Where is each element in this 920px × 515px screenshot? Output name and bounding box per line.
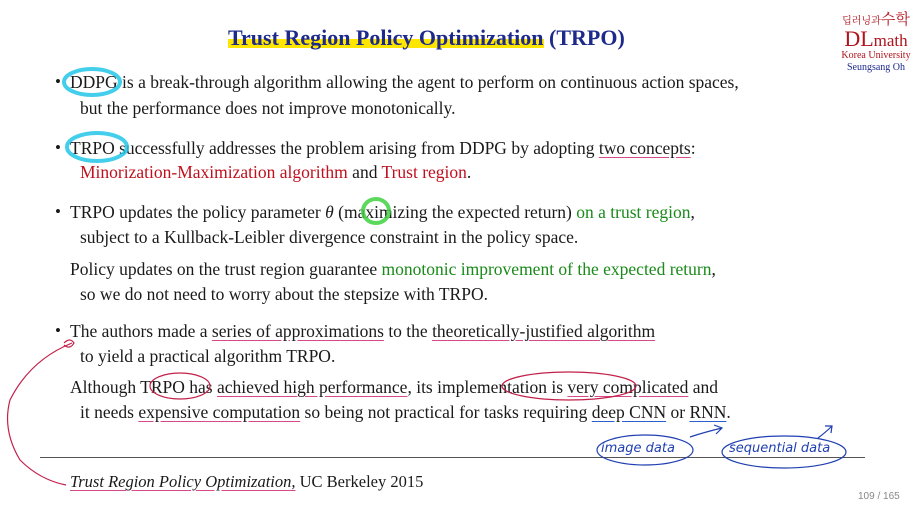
bullet-1-line-1: DDPG is a break-through algorithm allowing the agent to perform on continuous action spaces, (70, 72, 739, 92)
arrow-to-rnn-head (825, 426, 832, 433)
left-bracket-curve (8, 343, 72, 485)
arrow-to-cnn (690, 428, 722, 437)
bullet-marker: • (55, 202, 61, 221)
logo-university: Korea University (841, 50, 911, 61)
annotation-image-data: image data (601, 441, 675, 456)
bullet-2-line-1: TRPO successfully addresses the problem arising from DDPG by adopting two concepts: (70, 138, 696, 158)
title-suffix: (TRPO) (549, 25, 625, 50)
arrow-to-cnn-head (714, 425, 722, 434)
reference-source: UC Berkeley 2015 (299, 472, 424, 491)
bullet-3-line-4: so we do not need to worry about the stepsize with TRPO. (80, 284, 488, 304)
bullet-marker: • (55, 321, 61, 340)
logo-dlmath: DLmath (844, 26, 908, 51)
logo-korean: 딥러닝과수학 (842, 10, 910, 28)
bullet-4-line-4: it needs expensive computation so being not practical for tasks requiring deep CNN or RNN. (80, 402, 731, 422)
footer-divider (40, 457, 865, 458)
logo-author: Seungsang Oh (846, 62, 906, 73)
arrow-to-rnn (818, 426, 832, 438)
logo (836, 12, 916, 73)
annotation-sequential-data: sequential data (729, 441, 831, 456)
reference (70, 472, 423, 492)
bullet-1-line-2: but the performance does not improve monotonically. (80, 98, 456, 118)
page-number: 109 / 165 (858, 491, 900, 502)
bullet-4-line-3: Although TRPO has achieved high performance, its implementation is very complicated and (70, 377, 719, 397)
bullet-4-line-1: The authors made a series of approximations to the theoretically-justified algorithm (70, 321, 656, 341)
bullet-3-line-1: TRPO updates the policy parameter θ (maximizing the expected return) on a trust region, (70, 202, 695, 222)
bullet-2-line-2: Minorization-Maximization algorithm and Trust region. (80, 162, 472, 182)
slide-title (228, 25, 625, 51)
reference-title: Trust Region Policy Optimization, (70, 472, 296, 491)
bullet-4-line-2: to yield a practical algorithm TRPO. (80, 346, 336, 366)
title-highlight: Trust Region Policy Optimization (228, 25, 544, 50)
bullet-marker: • (55, 72, 61, 91)
bullet-3-line-2: subject to a Kullback-Leibler divergence constraint in the policy space. (80, 227, 579, 247)
bullet-3-line-3: Policy updates on the trust region guarantee monotonic improvement of the expected return, (70, 259, 716, 279)
bullet-marker: • (55, 138, 61, 157)
